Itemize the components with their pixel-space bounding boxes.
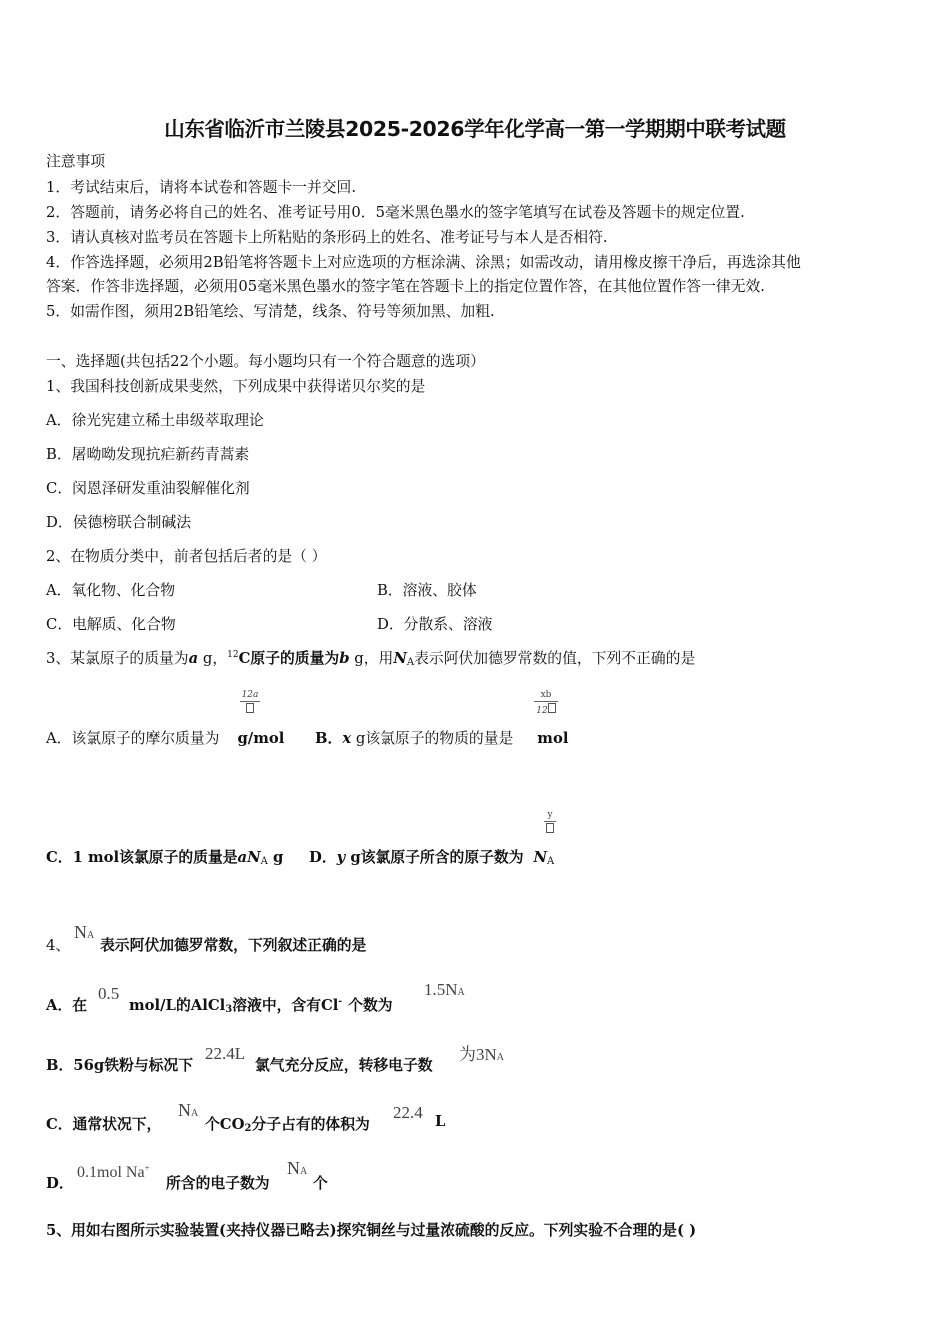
missing-glyph-box xyxy=(246,703,254,713)
notice-item: 4．作答选择题，必须用2B铅笔将答题卡上对应选项的方框涂满、涂黑；如需改动，请用橡皮擦干净后，再选涂其他 xyxy=(46,254,801,271)
option-c: C．闵恩泽研发重油裂解催化剂 xyxy=(46,480,250,497)
question-stem: 1、我国科技创新成果斐然，下列成果中获得诺贝尔奖的是 xyxy=(46,378,426,395)
notice-item: 2．答题前，请务必将自己的姓名、准考证号用0．5毫米黑色墨水的签字笔填写在试卷及答题卡的规定位置. xyxy=(46,204,745,221)
option-d: D．y g该氯原子所含的原子数为 $N_A$ xyxy=(309,849,555,867)
option-b: B．56g铁粉与标况下 xyxy=(46,1057,194,1074)
option-b: B．x g该氯原子的物质的量是 mol xyxy=(315,730,569,747)
math-electrons: 为3NA xyxy=(459,1045,505,1064)
option-c: C．1 mol该氯原子的质量是$aN_A$ g xyxy=(46,849,284,867)
page-title: 山东省临沂市兰陵县2025-2026学年化学高一第一学期期中联考试题 xyxy=(164,117,786,141)
missing-glyph-box xyxy=(546,823,554,833)
math-na: NA xyxy=(178,1100,199,1120)
option-d: D． xyxy=(46,1175,74,1192)
notice-item: 5．如需作图，须用2B铅笔绘、写清楚，线条、符号等须加黑、加粗. xyxy=(46,303,495,320)
notice-item: 3．请认真核对监考员在答题卡上所粘贴的条形码上的姓名、准考证号与本人是否相符. xyxy=(46,229,608,246)
option-c-text: 个$CO_2$分子占有的体积为 xyxy=(205,1116,370,1134)
notice-item: 1．考试结束后，请将本试卷和答题卡一并交回. xyxy=(46,179,357,196)
option-a: A．徐光宪建立稀土串级萃取理论 xyxy=(46,412,264,429)
question-stem: 3、某氯原子的质量为a g，$^{12}$C原子的质量为b g，用$N_A$表示阿伏加德罗常数的值，下列不正确的是 xyxy=(46,650,696,668)
notice-item: 答案．作答非选择题，必须用05毫米黑色墨水的签字笔在答题卡上的指定位置作答，在其他位置作答一律无效. xyxy=(46,278,765,295)
math-concentration: 0.5 xyxy=(98,984,120,1003)
fraction-atoms: y xyxy=(544,810,556,836)
option-d-text: 所含的电子数为 xyxy=(166,1175,270,1192)
question-stem: 5、用如右图所示实验装置(夹持仪器已略去)探究铜丝与过量浓硫酸的反应。下列实验不合理的是( ) xyxy=(46,1222,697,1239)
question-stem: 表示阿伏加德罗常数，下列叙述正确的是 xyxy=(100,937,367,954)
option-b-text: 氯气充分反应，转移电子数 xyxy=(255,1057,433,1074)
math-na: NA xyxy=(74,922,95,942)
option-d: D．分散系、溶液 xyxy=(377,616,493,633)
option-c: C．通常状况下， xyxy=(46,1116,162,1133)
option-b: B．溶液、胶体 xyxy=(377,582,477,599)
question-stem: 4、 xyxy=(46,937,71,954)
fraction-molar-mass: 12a xyxy=(240,690,260,716)
fraction-amount: xb 12 xyxy=(534,690,558,716)
option-a: A．氧化物、化合物 xyxy=(46,582,176,599)
option-d-end: 个 xyxy=(313,1175,328,1192)
option-c-unit: L xyxy=(435,1113,446,1130)
math-volume: 22.4 xyxy=(393,1103,423,1122)
option-a: A．该氯原子的摩尔质量为 g/mol xyxy=(46,730,285,747)
math-volume: 22.4L xyxy=(205,1044,246,1063)
option-a: A．在 xyxy=(46,997,88,1014)
missing-glyph-box xyxy=(548,703,556,713)
question-stem: 2、在物质分类中，前者包括后者的是（ ） xyxy=(46,548,327,565)
option-c: C．电解质、化合物 xyxy=(46,616,176,633)
notice-heading: 注意事项 xyxy=(46,153,106,170)
option-b: B．屠呦呦发现抗疟新药青蒿素 xyxy=(46,446,250,463)
math-sodium-ion: 0.1mol Na+ xyxy=(77,1163,150,1181)
section-heading: 一、选择题(共包括22个小题。每小题均只有一个符合题意的选项） xyxy=(46,353,485,370)
option-a-text: mol/L的AlCl$_3$溶液中，含有Cl- 个数为 xyxy=(129,997,393,1015)
option-d: D．侯德榜联合制碱法 xyxy=(46,514,192,531)
math-na: NA xyxy=(287,1158,308,1178)
math-count: 1.5NA xyxy=(424,980,465,999)
